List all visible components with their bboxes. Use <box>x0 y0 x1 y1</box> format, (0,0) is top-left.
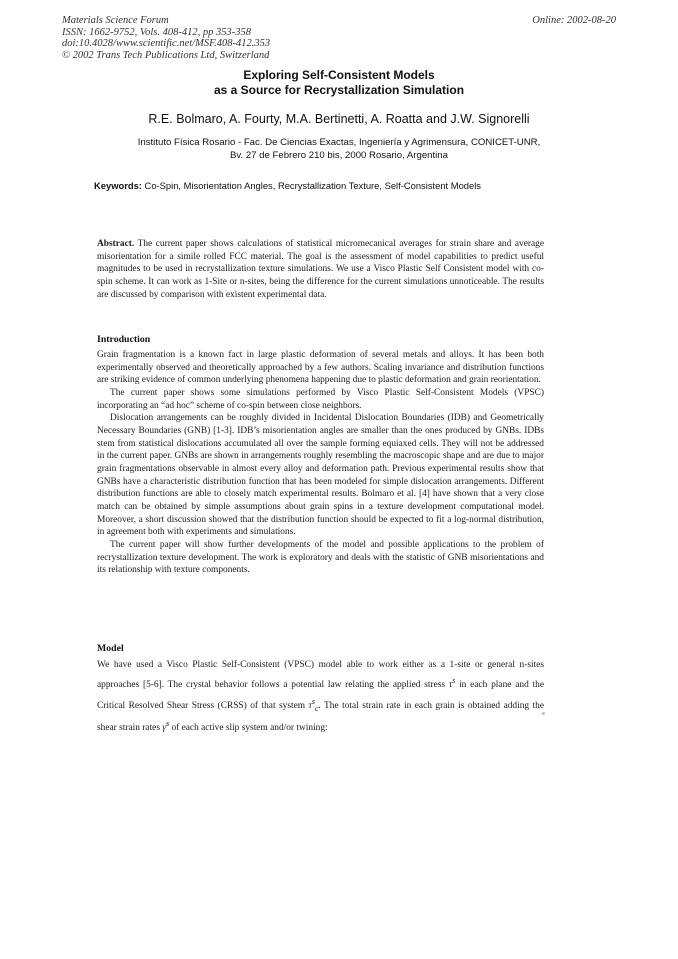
gamma-dot-symbol: γ̇$^s$ <box>162 719 170 734</box>
abstract <box>97 238 544 301</box>
paper-title <box>0 68 678 98</box>
title-line-1: Exploring Self-Consistent Models <box>243 68 435 82</box>
tau-symbol: $\tau^s$ <box>448 676 456 691</box>
intro-paragraph-2: The current paper shows some simulations performed by Visco Plastic Self-Consistent Models (VPSC) incorporating an “ad hoc” scheme of co-spin between close neighbors. <box>97 387 544 411</box>
affiliation-line-2: Bv. 27 de Febrero 210 bis, 2000 Rosario, Argentina <box>230 150 448 161</box>
introduction-heading: Introduction <box>97 334 151 345</box>
online-date: Online: 2002-08-20 <box>532 15 616 26</box>
model-body <box>97 658 544 736</box>
intro-paragraph-1: Grain fragmentation is a known fact in large plastic deformation of several metals and alloys. It has been both experimentally observed and theoretically approached by a few authors. Scaling invariance and distribution functions are striking evidence of common underlying phenomena happening due to plastic deformation and grain reorientation. <box>97 350 544 386</box>
scan-speck <box>542 712 545 715</box>
introduction-body <box>97 349 544 577</box>
keywords-text: Co-Spin, Misorientation Angles, Recrystallization Texture, Self-Consistent Models <box>144 180 481 191</box>
keywords <box>94 180 481 191</box>
abstract-text: The current paper shows calculations of statistical micromecanical averages for strain share and average misorientation for a simile rolled FCC material. The goal is the assessment of model capabilities to predict useful magnitudes to be used in recrystallization texture simulations. We use a Visco Plastic Self Consistent model with co-spin scheme. It can work as 1-Site or n-sites, being the difference for the current simulations unnoticeable. The results are discussed by comparison with existent experimental data. <box>97 239 544 300</box>
title-line-2: as a Source for Recrystallization Simulation <box>213 83 465 97</box>
copyright: © 2002 Trans Tech Publications Ltd, Switzerland <box>62 49 270 61</box>
affiliation <box>0 136 678 162</box>
model-heading: Model <box>97 643 124 654</box>
abstract-label: Abstract. <box>97 239 135 249</box>
model-paragraph: We have used a Visco Plastic Self-Consistent (VPSC) model able to work either as a 1-site or general n-sites approaches [5-6]. The crystal behavior follows a potential law relating the applied stress $\tau^s$ in each plane and the Critical Resolved Shear Stress (CRSS) of that system $\tau^s_c$. The total strain rate in each grain is obtained adding the shear strain rates γ̇$^s$ of each active slip system and/or twining: <box>97 660 544 734</box>
intro-paragraph-3: Dislocation arrangements can be roughly divided in Incidental Dislocation Boundaries (IDB) and Geometrically Necessary Boundaries (GNB) [1-3]. IDB’s misorientation angles are smaller than the ones produced by GNBs. IDBs stem from statistical dislocations accumulated all over the sample forming equiaxed cells. They will not be addressed in the current paper. GNBs are shown in arrangements roughly resembling the macroscopic shape and are due to major grain fragmentations observable in almost every alloy and deformation path. Previous experimental results show that GNBs have a characteristic distribution function that has been modeled for simple dislocation arrangements. Different distribution functions are able to closely match experimental results. Bolmaro et al. [4] have shown that a very close match can be obtained by simple assumptions about grain spins in a texture development computational model. Moreover, a short discussion showed that the distribution function should be expected to fit a log-normal distribution, in agreement both with experiments and simulations. <box>97 413 544 538</box>
authors: R.E. Bolmaro, A. Fourty, M.A. Bertinetti, A. Roatta and J.W. Signorelli <box>148 112 530 126</box>
affiliation-line-1: Instituto Física Rosario - Fac. De Ciencias Exactas, Ingeniería y Agrimensura, CONICET-UNR, <box>137 137 541 148</box>
intro-paragraph-4: The current paper will show further developments of the model and possible applications to the problem of recrystallization texture development. The work is exploratory and deals with the statistic of GNB misorientations and its relationship with texture components. <box>97 539 544 576</box>
tau-c-symbol: $\tau^s_c$ <box>308 696 319 713</box>
journal-header <box>62 15 270 61</box>
keywords-label: Keywords: <box>94 180 142 191</box>
issn: ISSN: 1662-9752, Vols. 408-412, pp 353-358 <box>62 26 251 38</box>
doi[interactable]: doi:10.4028/www.scientific.net/MSF.408-412.353 <box>62 38 271 49</box>
journal-name: Materials Science Forum <box>62 15 169 26</box>
